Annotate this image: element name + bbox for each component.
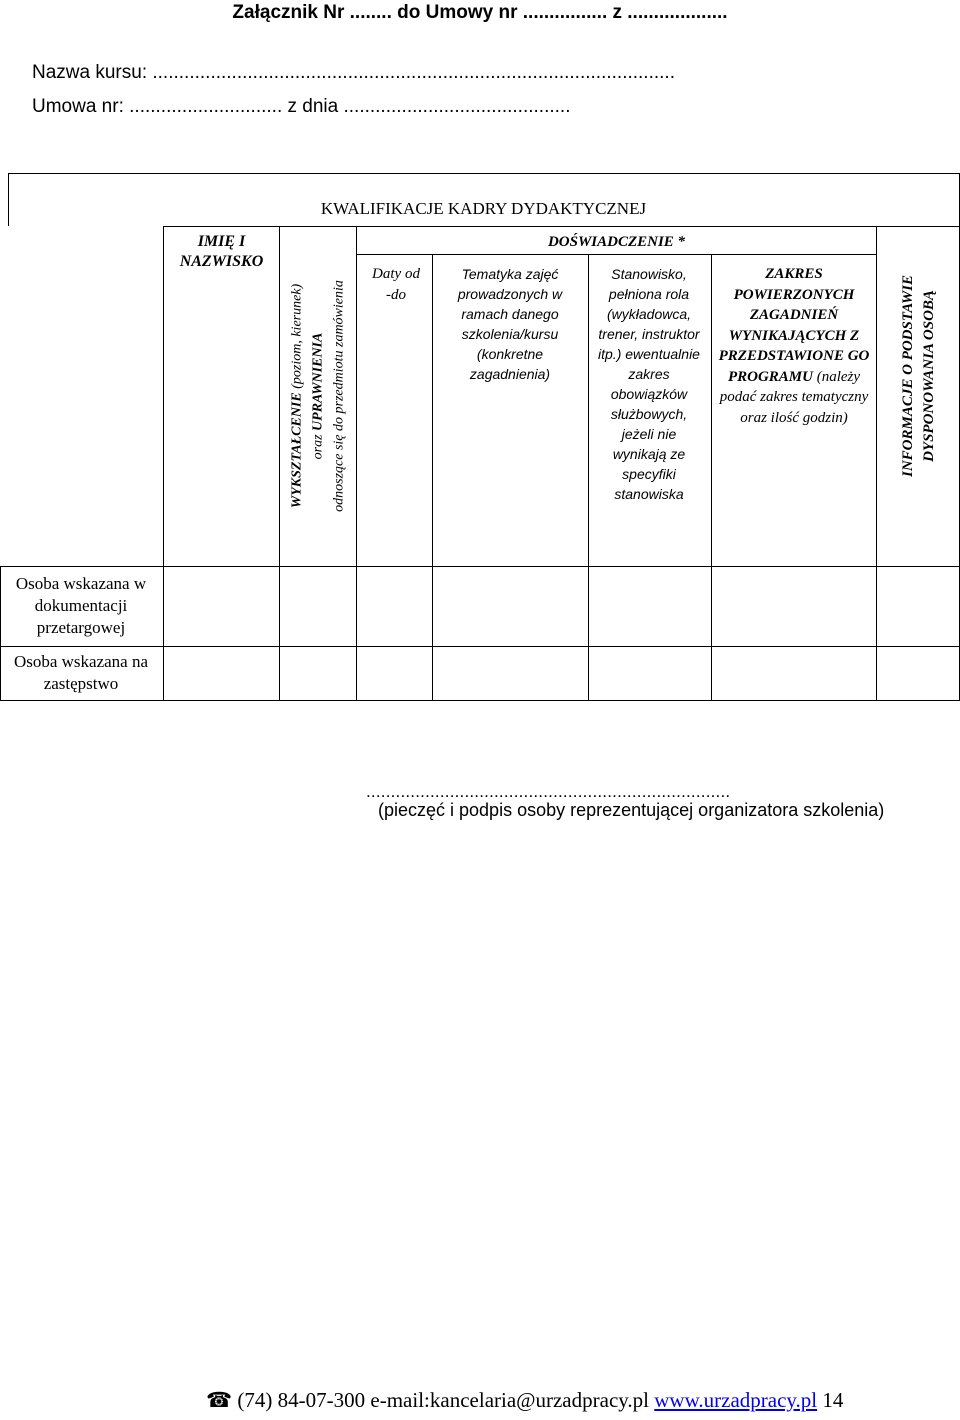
signature-dots: .......................................................................... bbox=[366, 782, 731, 801]
footer-website-link[interactable]: www.urzadpracy.pl bbox=[654, 1388, 818, 1412]
row-label-substitute-person: Osoba wskazana na zastępstwo bbox=[13, 652, 149, 693]
column-header-scope bbox=[716, 264, 872, 428]
rights-prefix: oraz bbox=[310, 430, 326, 460]
footer-email[interactable]: kancelaria@urzadpracy.pl bbox=[429, 1388, 649, 1412]
info-line-1: INFORMACJE O PODSTAWIE bbox=[900, 274, 916, 478]
rights-bold: UPRAWNIENIA bbox=[310, 332, 326, 431]
scope-bold: ZAKRES POWIERZONYCH ZAGADNIEŃ WYNIKAJĄCYCH Z PRZEDSTAWIONE GO PROGRAMU bbox=[718, 266, 870, 385]
experience-header: DOŚWIADCZENIE * bbox=[547, 233, 686, 250]
page-title: Załącznik Nr ........ do Umowy nr ................ z ................... bbox=[232, 2, 728, 23]
column-header-name: IMIĘ I NAZWISKO bbox=[179, 233, 264, 270]
column-header-dates: Daty od -do bbox=[372, 266, 420, 303]
course-name-line: Nazwa kursu: ................................................................................................... bbox=[32, 62, 675, 83]
column-header-education bbox=[287, 280, 350, 512]
page-number: 14 bbox=[822, 1388, 844, 1412]
contract-number-line: Umowa nr: ............................. z dnia ........................................... bbox=[32, 96, 571, 117]
qualifications-header: KWALIFIKACJE KADRY DYDAKTYCZNEJ bbox=[320, 199, 647, 218]
education-rest: (poziom, kierunek) bbox=[289, 283, 305, 393]
row-label-tender-person: Osoba wskazana w dokumentacji przetargowej bbox=[15, 574, 147, 637]
info-line-2: DYSPONOWANIA OSOBĄ bbox=[921, 290, 937, 462]
footer-phone: (74) 84-07-300 bbox=[237, 1388, 366, 1412]
scope-note: (należy podać zakres tematyczny oraz ilość godzin) bbox=[719, 368, 869, 426]
footer-contact bbox=[206, 1388, 843, 1413]
column-header-topics: Tematyka zajęć prowadzonych w ramach danego szkolenia/kursu (konkretne zagadnienia) bbox=[457, 266, 563, 382]
telephone-icon: ☎ bbox=[206, 1388, 233, 1412]
column-header-position: Stanowisko, pełniona rola (wykładowca, trener, instruktor itp.) ewentualnie zakres obowiązków służbowych, jeżeli nie wynikają ze specyfiki stanowiska bbox=[598, 266, 700, 502]
column-header-info bbox=[898, 275, 940, 477]
education-bold: WYKSZTAŁCENIE bbox=[289, 392, 305, 509]
education-note: odnoszące się do przedmiotu zamówienia bbox=[331, 280, 347, 512]
footer-email-label: e-mail: bbox=[370, 1388, 430, 1412]
signature-caption: (pieczęć i podpis osoby reprezentującej organizatora szkolenia) bbox=[378, 800, 885, 820]
